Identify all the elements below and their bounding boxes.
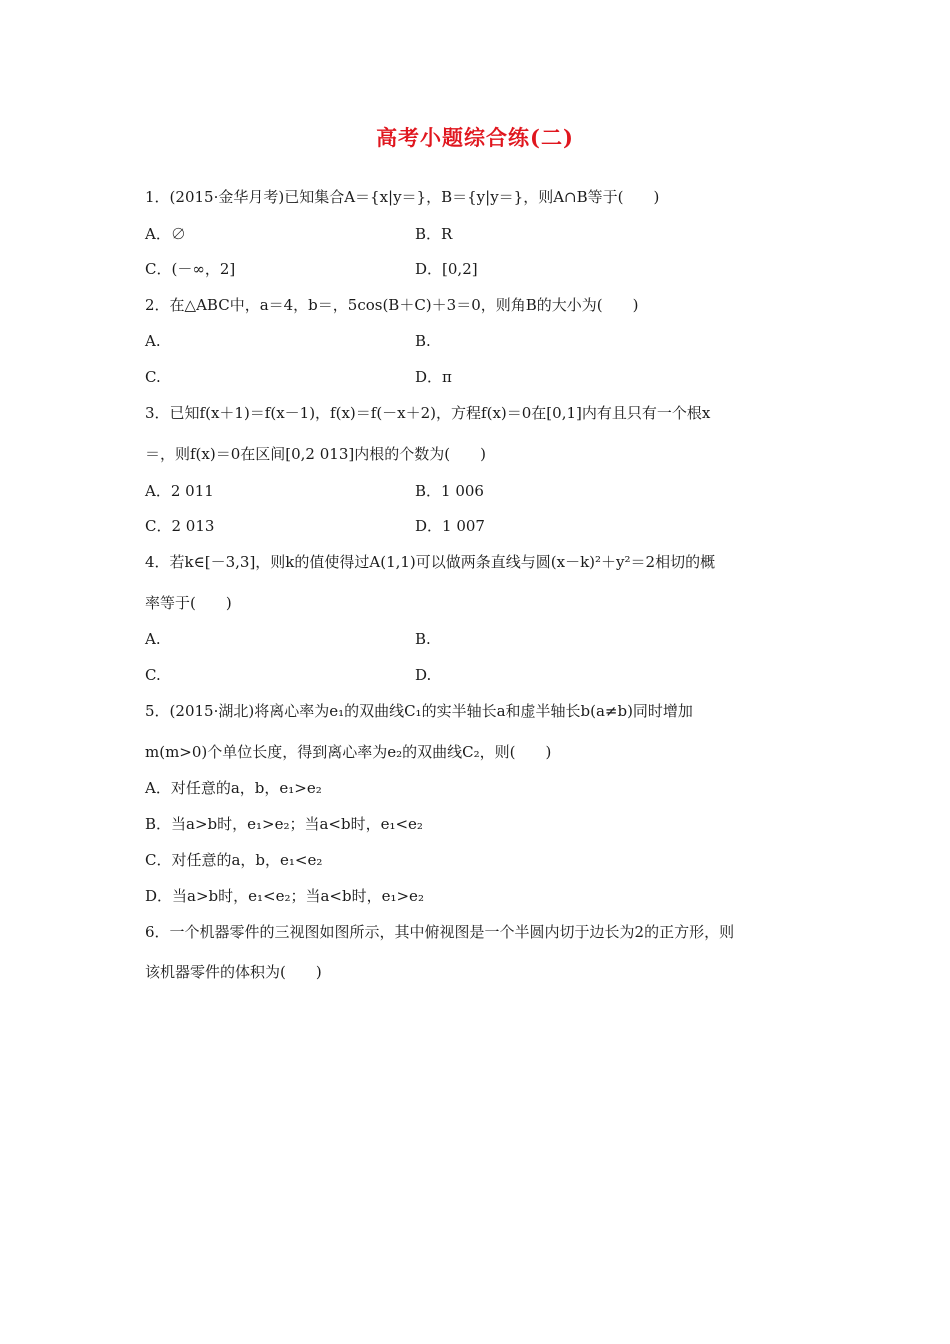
- question-2-option-c: C.: [145, 368, 161, 386]
- question-1-option-a: A．∅: [145, 225, 186, 243]
- question-5-text-line-2: m(m>0)个单位长度，得到离心率为e₂的双曲线C₂，则( ): [145, 743, 552, 761]
- question-3-option-b: B．1 006: [415, 482, 484, 500]
- question-4-text-line-2: 率等于( ): [145, 594, 232, 612]
- question-5-option-c: C．对任意的a，b，e₁<e₂: [145, 851, 323, 869]
- question-2-option-b: B.: [415, 332, 431, 350]
- question-1-option-d: D．[0,2]: [415, 260, 478, 278]
- page-title: 高考小题综合练(二): [376, 125, 574, 150]
- question-4-option-d: D.: [415, 666, 432, 684]
- question-3-option-d: D．1 007: [415, 517, 485, 535]
- question-2-option-d: D．π: [415, 368, 452, 386]
- question-4-option-b: B.: [415, 630, 431, 648]
- question-3-option-c: C．2 013: [145, 517, 215, 535]
- question-2-option-a: A.: [145, 332, 161, 350]
- question-5-option-d: D．当a>b时，e₁<e₂；当a<b时，e₁>e₂: [145, 887, 424, 905]
- question-3-text-line-1: 3．已知f(x＋1)＝f(x－1)，f(x)＝f(－x＋2)，方程f(x)＝0在[0,1]内有且只有一个根x: [145, 404, 711, 422]
- question-3-text-line-2: ＝，则f(x)＝0在区间[0,2 013]内根的个数为( ): [145, 445, 486, 463]
- question-1-option-c: C．(－∞，2]: [145, 260, 236, 278]
- question-4-option-a: A.: [145, 630, 161, 648]
- question-5-option-a: A．对任意的a，b，e₁>e₂: [145, 779, 322, 797]
- question-4-text-line-1: 4．若k∈[－3,3]，则k的值使得过A(1,1)可以做两条直线与圆(x－k)²＋y²＝2相切的概: [145, 553, 716, 571]
- question-5-option-b: B．当a>b时，e₁>e₂；当a<b时，e₁<e₂: [145, 815, 423, 833]
- question-2-text: 2．在△ABC中，a＝4，b＝，5cos(B＋C)＋3＝0，则角B的大小为( ): [145, 296, 639, 314]
- question-1-option-b: B．R: [415, 225, 453, 243]
- question-5-text-line-1: 5．(2015·湖北)将离心率为e₁的双曲线C₁的实半轴长a和虚半轴长b(a≠b)同时增加: [145, 702, 693, 720]
- question-4-option-c: C.: [145, 666, 161, 684]
- question-6-text-line-2: 该机器零件的体积为( ): [145, 963, 322, 981]
- question-1-text: 1．(2015·金华月考)已知集合A＝{x|y＝}，B＝{y|y＝}，则A∩B等于( ): [145, 188, 660, 206]
- question-3-option-a: A．2 011: [145, 482, 214, 500]
- question-6-text-line-1: 6．一个机器零件的三视图如图所示，其中俯视图是一个半圆内切于边长为2的正方形，则: [145, 923, 735, 941]
